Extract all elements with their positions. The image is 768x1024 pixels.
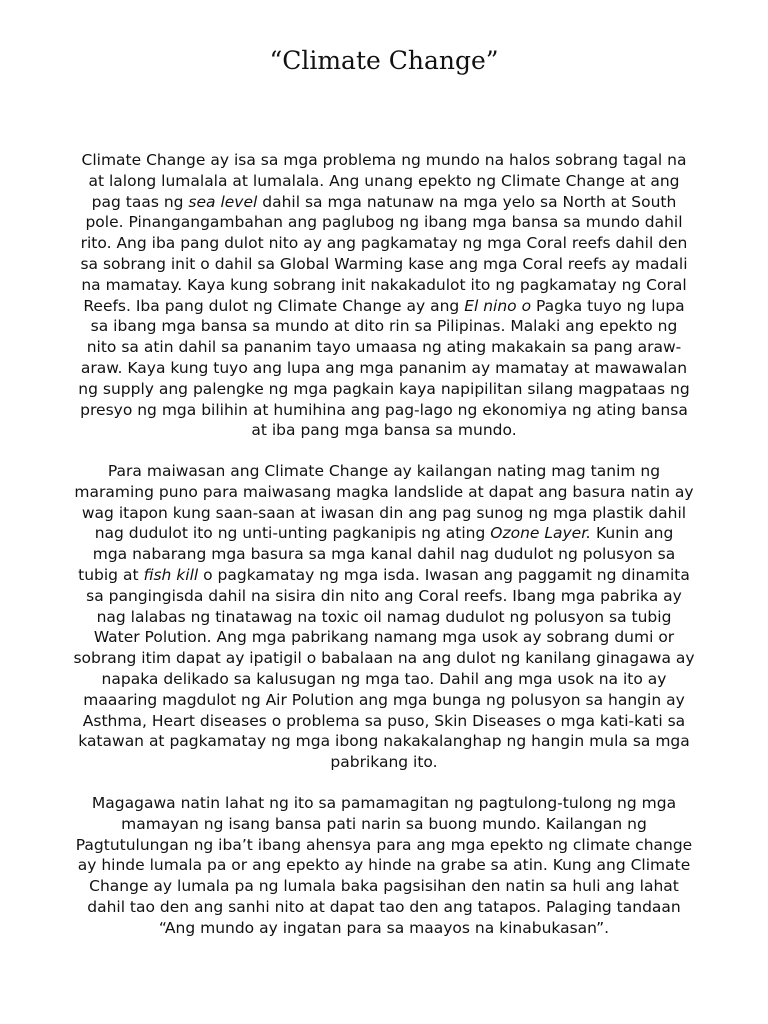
paragraph-3: [30, 793, 738, 939]
text-run: pag taas ng: [91, 192, 189, 211]
paragraph-2: [30, 461, 738, 773]
text-run: ng supply ang palengke ng mga pagkain kaya napipilitan silang magpataas ng: [78, 379, 690, 398]
document-title: “Climate Change”: [269, 46, 499, 75]
text-line: [30, 544, 738, 565]
text-run: maraming puno para maiwasang magka landslide at dapat ang basura natin ay: [74, 482, 694, 501]
text-line: [30, 461, 738, 482]
text-line: [30, 150, 738, 171]
text-line: [30, 855, 738, 876]
text-line: [30, 212, 738, 233]
text-line: [30, 192, 738, 213]
text-line: [30, 586, 738, 607]
text-run: Kunin ang: [591, 524, 674, 543]
text-run: nito sa atin dahil sa pananim tayo umaasa ng ating makakain sa pang araw-: [86, 338, 682, 357]
text-run: Asthma, Heart diseases o problema sa puso, Skin Diseases o mga kati-kati sa: [82, 711, 686, 730]
text-line: [30, 752, 738, 773]
text-line: [30, 275, 738, 296]
italic-text: sea level: [188, 192, 258, 211]
text-run: pabrikang ito.: [330, 753, 438, 772]
text-line: [30, 523, 738, 544]
text-run: presyo ng mga bilihin at humihina ang pag-lago ng ekonomiya ng ating bansa: [80, 400, 688, 419]
text-run: Water Polution. Ang mga pabrikang namang mga usok ay sobrang dumi or: [93, 628, 675, 647]
italic-text: Ozone Layer.: [490, 524, 592, 543]
text-line: [30, 897, 738, 918]
text-line: [30, 171, 738, 192]
italic-text: fish kill: [143, 565, 199, 584]
text-run: wag itapon kung saan-saan at iwasan din ang pag sunog ng mga plastik dahil: [81, 503, 687, 522]
text-run: dahil sa mga natunaw na mga yelo sa North at South: [257, 192, 677, 211]
text-run: napaka delikado sa kalusugan ng mga tao. Dahil ang mga usok na ito ay: [101, 669, 667, 688]
text-run: rito. Ang iba pang dulot nito ay ang pagkamatay ng mga Coral reefs dahil den: [80, 234, 688, 253]
text-run: mamayan ng isang bansa pati narin sa buong mundo. Kailangan ng: [121, 814, 647, 833]
text-line: [30, 690, 738, 711]
paragraph-1: [30, 150, 738, 441]
text-run: sa pangingisda dahil na sisira din nito ang Coral reefs. Ibang mga pabrika ay: [86, 586, 682, 605]
text-run: tubig at: [78, 565, 144, 584]
text-run: pole. Pinangangambahan ang paglubog ng ibang mga bansa sa mundo dahil: [85, 213, 683, 232]
text-line: [30, 711, 738, 732]
text-line: [30, 296, 738, 317]
text-line: [30, 793, 738, 814]
text-run: Pagka tuyo ng lupa: [531, 296, 685, 315]
text-line: [30, 482, 738, 503]
text-run: mga nabarang mga basura sa mga kanal dahil nag dudulot ng polusyon sa: [92, 545, 676, 564]
text-line: [30, 379, 738, 400]
text-line: [30, 918, 738, 939]
text-line: [30, 627, 738, 648]
text-run: nag dudulot ito ng unti-unting pagkanipis ng ating: [94, 524, 491, 543]
text-run: sa ibang mga bansa sa mundo at dito rin sa Pilipinas. Malaki ang epekto ng: [90, 317, 678, 336]
text-run: sa sobrang init o dahil sa Global Warming kase ang mga Coral reefs ay madali: [80, 254, 688, 273]
text-run: maaaring magdulot ng Air Polution ang mga bunga ng polusyon sa hangin ay: [83, 690, 685, 709]
text-run: dahil tao den ang sanhi nito at dapat tao den ang tatapos. Palaging tandaan: [87, 897, 681, 916]
text-line: [30, 233, 738, 254]
text-run: at lalong lumalala at lumalala. Ang unang epekto ng Climate Change at ang: [88, 171, 680, 190]
text-run: Change ay lumala pa ng lumala baka pagsisihan den natin sa huli ang lahat: [89, 877, 679, 896]
text-run: Climate Change ay isa sa mga problema ng mundo na halos sobrang tagal na: [81, 151, 687, 169]
text-line: [30, 835, 738, 856]
text-run: nag lalabas ng tinatawag na toxic oil namag dudulot ng polusyon sa tubig: [96, 607, 672, 626]
text-line: [30, 358, 738, 379]
text-line: [30, 565, 738, 586]
text-line: [30, 669, 738, 690]
text-run: Magagawa natin lahat ng ito sa pamamagitan ng pagtulong-tulong ng mga: [91, 794, 677, 812]
text-run: katawan at pagkamatay ng mga ibong nakakalanghap ng hangin mula sa mga: [78, 732, 690, 751]
text-line: [30, 814, 738, 835]
text-run: ay hinde lumala pa or ang epekto ay hinde na grabe sa atin. Kung ang Climate: [77, 856, 691, 875]
text-line: [30, 400, 738, 421]
text-line: [30, 337, 738, 358]
text-line: [30, 607, 738, 628]
text-run: “Ang mundo ay ingatan para sa maayos na kinabukasan”.: [158, 918, 610, 937]
text-run: araw. Kaya kung tuyo ang lupa ang mga pananim ay mamatay at mawawalan: [80, 358, 688, 377]
text-line: [30, 503, 738, 524]
text-line: [30, 731, 738, 752]
text-run: at iba pang mga bansa sa mundo.: [251, 421, 517, 440]
text-line: [30, 420, 738, 441]
text-line: [30, 876, 738, 897]
text-run: sobrang itim dapat ay ipatigil o babalaan na ang dulot ng kanilang ginagawa ay: [73, 649, 695, 668]
text-run: Reefs. Iba pang dulot ng Climate Change ay ang: [83, 296, 465, 315]
italic-text: El nino o: [464, 296, 532, 315]
text-run: Para maiwasan ang Climate Change ay kailangan nating mag tanim ng: [107, 462, 661, 480]
text-line: [30, 316, 738, 337]
text-run: na mamatay. Kaya kung sobrang init nakakadulot ito ng pagkamatay ng Coral: [81, 275, 687, 294]
text-line: [30, 254, 738, 275]
text-run: Pagtutulungan ng iba’t ibang ahensya para ang mga epekto ng climate change: [75, 835, 693, 854]
text-run: o pagkamatay ng mga isda. Iwasan ang paggamit ng dinamita: [198, 565, 690, 584]
text-line: [30, 648, 738, 669]
